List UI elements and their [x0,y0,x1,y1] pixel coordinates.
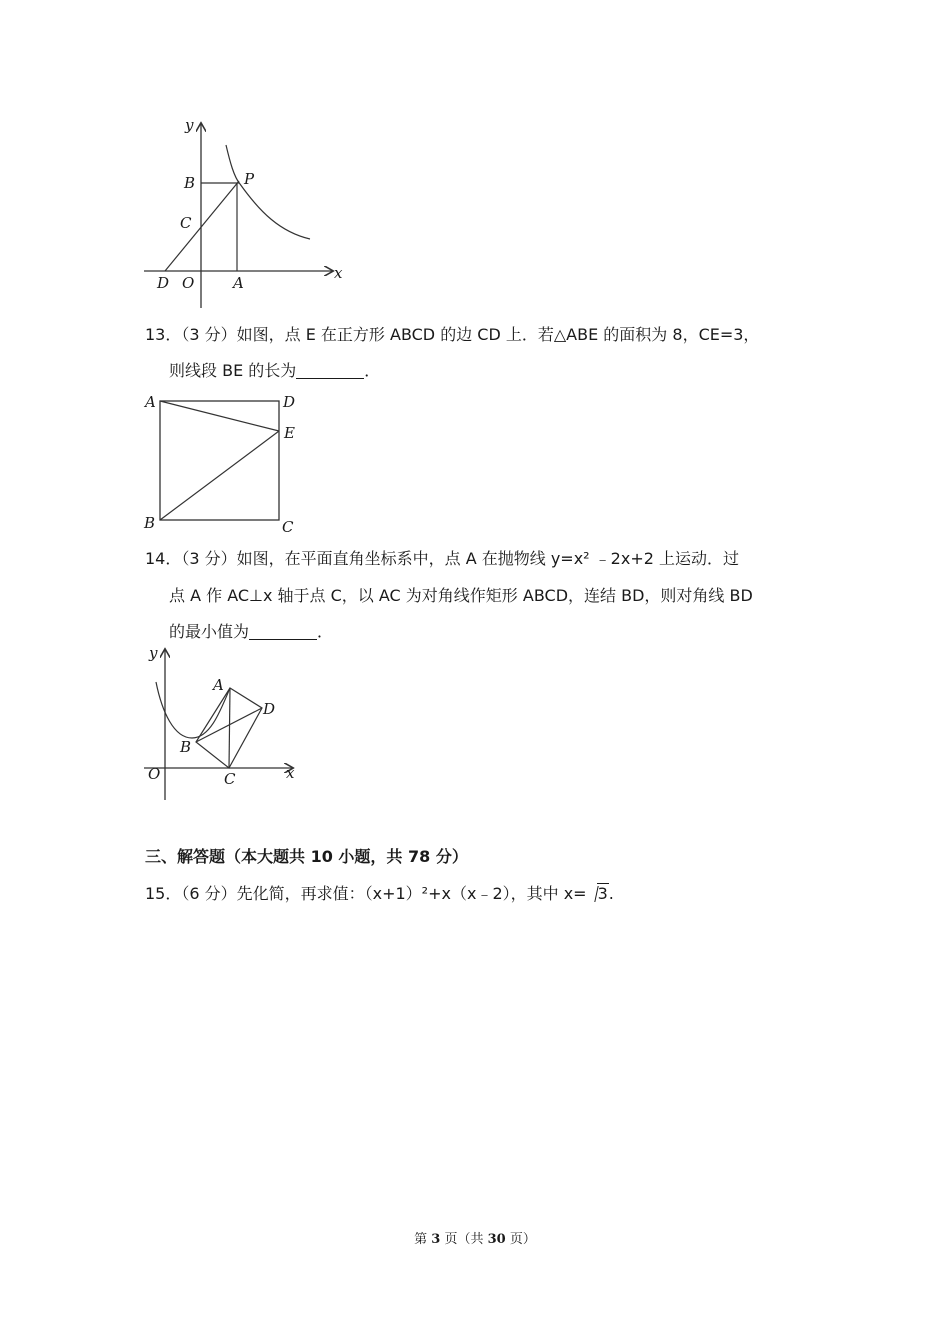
label-D: D [263,700,276,718]
label-P: P [244,170,255,188]
label-E: E [284,424,295,442]
hyperbola-curve [226,145,310,239]
q14-line3-prefix: 的最小值为 [169,622,250,641]
label-C: C [224,770,236,788]
q13-line2 [169,360,380,382]
q15-suffix: . [608,884,614,903]
segment-AC [229,688,230,768]
label-B: B [184,174,196,192]
label-x: x [286,764,295,782]
q13-line1: 13．（3 分）如图，点 E 在正方形 ABCD 的边 CD 上．若△ABE 的面积为 8，CE=3， [145,325,760,344]
q15-prefix: 15．（6 分）先化简，再求值：（x+1）²+x（x﹣2），其中 x= [145,884,587,903]
sqrt-symbol [587,883,609,905]
label-y: y [185,116,194,134]
label-B: B [180,738,192,756]
footer-pre: 第 [414,1232,432,1247]
label-O: O [182,274,195,292]
label-A: A [145,393,156,411]
label-C: C [282,518,294,536]
footer-total-pages: 30 [487,1232,506,1247]
q15-line [145,883,614,905]
footer-post: 页） [505,1232,536,1247]
q14-line3 [169,621,333,643]
q13-line2-prefix: 则线段 BE 的长为 [169,361,297,380]
q14-line2: 点 A 作 AC⊥x 轴于点 C，以 AC 为对角线作矩形 ABCD，连结 BD，则对角线 BD [169,586,753,605]
label-O: O [148,765,161,783]
q14-answer-blank[interactable] [249,623,317,640]
figure-q12-graph [140,112,350,312]
label-A: A [233,274,244,292]
label-C: C [180,214,192,232]
section-3-title: 三、解答题（本大题共 10 小题，共 78 分） [145,847,468,866]
label-B: B [144,514,156,532]
segment-AE [160,401,279,431]
segment-DP [165,181,239,271]
label-D: D [157,274,170,292]
label-A: A [213,676,224,694]
q13-line2-suffix: ． [364,361,381,380]
label-x: x [334,264,343,282]
footer-page-number: 3 [431,1232,441,1247]
footer-mid: 页（共 [440,1232,488,1247]
q15-radicand: 3 [597,884,608,903]
label-D: D [283,393,296,411]
q13-answer-blank[interactable] [296,362,364,379]
figure-q13-square [140,390,310,536]
square-ABCD [160,401,279,520]
label-y: y [149,644,158,662]
figure-q14-graph [140,642,310,804]
q14-line3-suffix: ． [317,622,334,641]
segment-BE [160,431,279,520]
q14-line1: 14．（3 分）如图，在平面直角坐标系中，点 A 在抛物线 y=x² ﹣2x+2 上运动．过 [145,549,739,568]
page-footer [0,1228,950,1247]
